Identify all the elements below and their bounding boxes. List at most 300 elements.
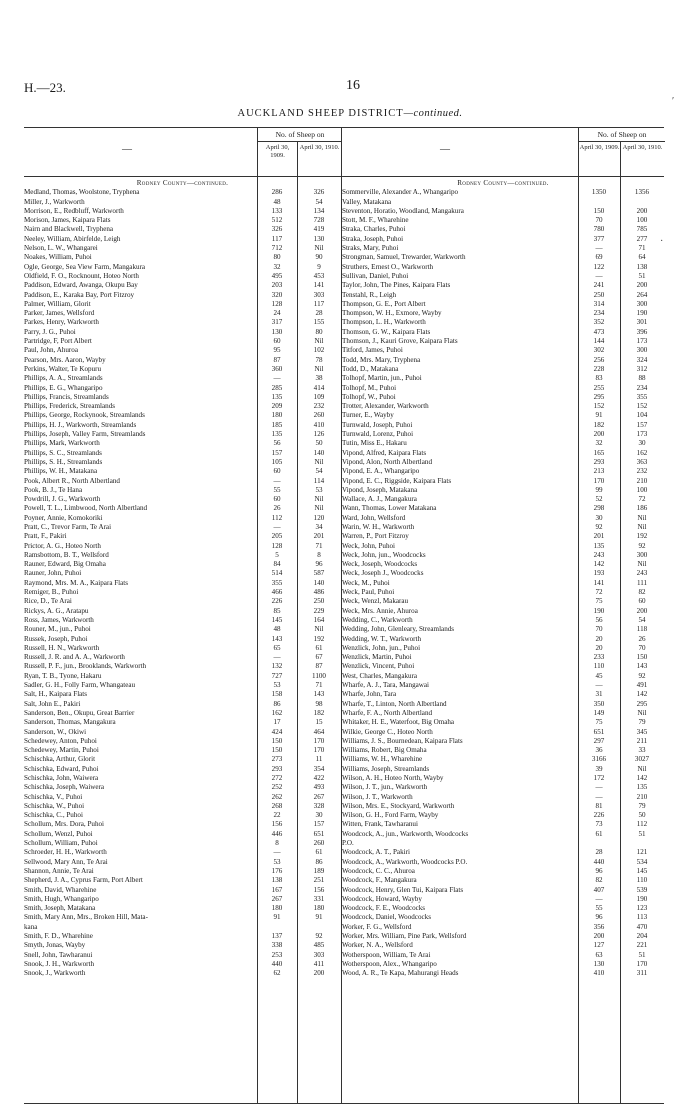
owner-name: Ramsbottom, B. T., Wellsford <box>24 550 109 559</box>
table-row <box>24 514 341 523</box>
table-row <box>342 421 664 430</box>
owner-name: Tolhopf, W., Puhoi <box>342 392 396 401</box>
sheep-count-1909: 512 <box>271 216 283 225</box>
sheep-count-1910: 210 <box>636 476 648 485</box>
sheep-count-1910: 419 <box>313 225 325 234</box>
sheep-count-1910: 173 <box>636 337 648 346</box>
sheep-count-1910: 295 <box>636 699 648 708</box>
sheep-count-1910: 355 <box>636 392 648 401</box>
sheep-count-1909: 92 <box>595 522 603 531</box>
sheep-count-1910: 587 <box>313 569 325 578</box>
owner-name: Russell, H. N., Warkworth <box>24 643 100 652</box>
owner-name: P.O. <box>342 839 354 848</box>
sheep-count-1909: 70 <box>595 625 603 634</box>
sheep-count-1910: 102 <box>313 346 325 355</box>
sheep-count-1910: 651 <box>313 829 325 838</box>
owner-name: Sanderson, Thomas, Mangakura <box>24 718 116 727</box>
sheep-count-1909: 285 <box>271 383 283 392</box>
table-row <box>342 644 664 653</box>
table-row <box>24 411 341 420</box>
table-row <box>24 802 341 811</box>
sheep-count-1910: Nil <box>314 625 324 634</box>
owner-name: Schollum, Mrs. Dora, Puhoi <box>24 820 105 829</box>
sheep-count-1909: 110 <box>593 662 605 671</box>
sheep-count-1910: 300 <box>636 346 648 355</box>
table-row <box>24 755 341 764</box>
sheep-count-1910: 180 <box>313 904 325 913</box>
table-row <box>24 384 341 393</box>
sheep-count-1909: 203 <box>271 281 283 290</box>
sheep-count-1910: 79 <box>638 718 646 727</box>
sheep-count-1909: 48 <box>273 197 281 206</box>
table-row <box>24 216 341 225</box>
sheep-count-1909: 75 <box>595 718 603 727</box>
table-row <box>24 858 341 867</box>
table-row <box>24 569 341 578</box>
sheep-count-1910: 134 <box>313 206 325 215</box>
owner-name: Neeley, William, Abirfelde, Leigh <box>24 234 121 243</box>
table-row <box>24 681 341 690</box>
sheep-count-1909: 26 <box>273 504 281 513</box>
table-row <box>24 225 341 234</box>
title-continued: —continued. <box>403 108 463 119</box>
sheep-count-1909: 255 <box>593 383 605 392</box>
sheep-count-1909: 424 <box>271 727 283 736</box>
sheep-count-1909: 213 <box>593 467 605 476</box>
sheep-count-1909: 75 <box>595 597 603 606</box>
sheep-count-1910: 80 <box>315 327 323 336</box>
sheep-count-1909: 256 <box>593 355 605 364</box>
owner-name: Thompson, L. H., Warkworth <box>342 318 426 327</box>
owner-name: Weck, Mrs. Annie, Ahuroa <box>342 606 418 615</box>
sheep-count-1910: 9 <box>317 262 321 271</box>
sheep-count-1909: 55 <box>273 485 281 494</box>
sheep-count-1909: 356 <box>593 922 605 931</box>
sheep-count-1910: 87 <box>315 662 323 671</box>
owner-name: Morrison, E., Redbluff, Warkworth <box>24 206 124 215</box>
table-row <box>24 402 341 411</box>
table-row <box>24 560 341 569</box>
owner-name: Thompson, G. E., Port Albert <box>342 299 426 308</box>
table-row <box>342 560 664 569</box>
left-rows <box>24 179 341 979</box>
table-row <box>24 839 341 848</box>
sheep-count-1910: 64 <box>638 253 646 262</box>
sheep-count-1909: — <box>595 244 603 253</box>
sheep-count-1909: — <box>595 271 603 280</box>
sheep-count-1910: 1100 <box>312 671 326 680</box>
table-row <box>342 895 664 904</box>
table-row <box>24 737 341 746</box>
sheep-count-1910: 221 <box>636 941 648 950</box>
owner-name: Wedding, C., Warkworth <box>342 615 413 624</box>
sheep-count-1910: 121 <box>636 848 648 857</box>
table-row <box>342 244 664 253</box>
sheep-count-1909: 53 <box>273 681 281 690</box>
sheep-count-1910: 303 <box>313 290 325 299</box>
sheep-count-1909: 233 <box>593 653 605 662</box>
sheep-count-1909: 201 <box>593 532 605 541</box>
table-row <box>24 728 341 737</box>
owner-name: Phillips, E. G., Whangaripo <box>24 383 103 392</box>
sheep-count-1909: 176 <box>271 866 283 875</box>
sheep-count-1909: 727 <box>271 671 283 680</box>
table-row <box>24 588 341 597</box>
table-row <box>342 523 664 532</box>
sheep-count-1910: 51 <box>638 950 646 959</box>
sheep-count-1909: 52 <box>595 495 603 504</box>
owner-name: Wharfe, A. J., Tara, Mangawai <box>342 681 430 690</box>
sheep-count-1909: 162 <box>271 708 283 717</box>
sheep-count-1910: 54 <box>638 615 646 624</box>
table-row <box>342 625 664 634</box>
sheep-count-1910: 539 <box>636 885 648 894</box>
table-row <box>342 569 664 578</box>
table-row <box>342 346 664 355</box>
sheep-count-1910: 50 <box>638 811 646 820</box>
table-row <box>24 467 341 476</box>
sheep-count-1909: 150 <box>593 206 605 215</box>
sheep-count-1910: 311 <box>636 969 648 978</box>
sheep-count-1910: 71 <box>638 244 646 253</box>
sheep-count-1909: 352 <box>593 318 605 327</box>
sheep-count-1910: 142 <box>636 690 648 699</box>
table-row <box>342 839 664 848</box>
sheep-count-1909: 149 <box>593 708 605 717</box>
sheep-count-1910: 120 <box>313 513 325 522</box>
owner-name: Snook, J., Warkworth <box>24 969 86 978</box>
sheep-count-1909: 60 <box>273 467 281 476</box>
sheep-count-1910: 354 <box>313 764 325 773</box>
sheep-count-1909: 440 <box>593 857 605 866</box>
owner-name: Rickys, A. G., Aratapu <box>24 606 89 615</box>
sheep-count-1910: 79 <box>638 801 646 810</box>
sheep-count-1909: 167 <box>271 885 283 894</box>
sheep-count-1909: 105 <box>271 457 283 466</box>
table-row <box>342 718 664 727</box>
owner-name: Snell, John, Tawharanui <box>24 950 93 959</box>
table-row <box>342 467 664 476</box>
year-1909-header: April 30, 1909. <box>578 142 620 176</box>
sheep-count-1909: 135 <box>271 392 283 401</box>
sheep-count-1910: Nil <box>314 337 324 346</box>
sheep-count-1909: 1350 <box>591 188 607 197</box>
owner-name: Remiger, B., Puhoi <box>24 588 79 597</box>
owner-name: Wotherspoon, William, Te Arai <box>342 950 431 959</box>
owner-name: Miller, J., Warkworth <box>24 197 85 206</box>
owner-name: Woodcock, A., jun., Warkworth, Woodcocks <box>342 829 469 838</box>
sheep-count-1909: 91 <box>273 913 281 922</box>
sheep-count-1909: 128 <box>271 541 283 550</box>
table-row <box>342 728 664 737</box>
owner-name: Medland, Thomas, Woolstone, Tryphena <box>24 188 140 197</box>
sheep-count-1909: 440 <box>271 959 283 968</box>
table-row <box>342 913 664 922</box>
table-row <box>342 309 664 318</box>
owner-name: Williams, J. S., Bournedean, Kaipara Flats <box>342 736 463 745</box>
table-row <box>24 848 341 857</box>
owner-name: Sanderson, Ben., Okupu, Great Barrier <box>24 708 135 717</box>
table-row <box>342 811 664 820</box>
sheep-count-1909: 144 <box>593 337 605 346</box>
table-row <box>342 495 664 504</box>
table-row <box>342 588 664 597</box>
table-row <box>24 904 341 913</box>
sheep-count-1910: 326 <box>313 188 325 197</box>
table-row <box>24 820 341 829</box>
owner-name: Russell, J. R. and A. A., Warkworth <box>24 653 125 662</box>
sheep-count-1909: 5 <box>275 550 279 559</box>
sheep-count-1909: 96 <box>595 913 603 922</box>
owner-name: Schedewey, Martin, Puhoi <box>24 746 99 755</box>
sheep-count-1909: 130 <box>593 959 605 968</box>
table-row <box>342 281 664 290</box>
sheep-count-1909: 190 <box>593 606 605 615</box>
sheep-count-1909: — <box>595 783 603 792</box>
owner-name: Sellwood, Mary Ann, Te Arai <box>24 857 108 866</box>
report-reference: H.—23. <box>24 80 66 95</box>
owner-name: Smith, Joseph, Matakana <box>24 904 96 913</box>
table-row <box>24 449 341 458</box>
sheep-count-1910: 303 <box>313 950 325 959</box>
owner-name: Woodcock, F., Mangakura <box>342 876 417 885</box>
sheep-count-1910: 61 <box>315 848 323 857</box>
title-main: AUCKLAND SHEEP DISTRICT <box>237 108 404 119</box>
table-row <box>24 272 341 281</box>
sheep-count-1910: 71 <box>315 541 323 550</box>
table-row <box>24 969 341 978</box>
sheep-count-1910: 78 <box>315 355 323 364</box>
sheep-count-1910: 396 <box>636 327 648 336</box>
table-row <box>24 188 341 197</box>
sheep-count-1909: — <box>595 792 603 801</box>
table-row <box>24 672 341 681</box>
table-row <box>342 291 664 300</box>
owner-name: Turnwald, Joseph, Puhoi <box>342 420 413 429</box>
table-row <box>342 216 664 225</box>
table-row <box>24 253 341 262</box>
margin-mark: · <box>660 236 664 247</box>
owner-name: Tolhopf, Martin, jun., Puhoi <box>342 374 422 383</box>
sheep-count-1910: 118 <box>636 625 648 634</box>
sheep-table <box>24 127 664 1104</box>
sheep-count-1909: 293 <box>271 764 283 773</box>
table-row <box>342 616 664 625</box>
sheep-count-1910: 98 <box>315 699 323 708</box>
table-row <box>24 635 341 644</box>
owner-name: Morison, James, Kaipara Flats <box>24 216 111 225</box>
sheep-count-1909: 473 <box>593 327 605 336</box>
owner-name: Straka, Joseph, Puhoi <box>342 234 404 243</box>
sheep-count-1909: 158 <box>271 690 283 699</box>
table-row <box>342 393 664 402</box>
sheep-count-1909: 91 <box>595 411 603 420</box>
sheep-count-1910: 785 <box>636 225 648 234</box>
sheep-count-1909: 60 <box>273 495 281 504</box>
owner-name: Salt, H., Kaipara Flats <box>24 690 88 699</box>
sheep-count-1909: — <box>273 476 281 485</box>
owner-name: Ward, John, Wellsford <box>342 513 406 522</box>
sheep-count-1910: 15 <box>315 718 323 727</box>
sheep-count-1909: 85 <box>273 606 281 615</box>
table-row <box>342 384 664 393</box>
table-row <box>342 300 664 309</box>
owner-name: Vipond, E. A., Whangaripo <box>342 467 420 476</box>
table-row <box>24 662 341 671</box>
table-row <box>24 346 341 355</box>
table-row <box>342 514 664 523</box>
sheep-count-1909: 193 <box>593 569 605 578</box>
table-row <box>24 941 341 950</box>
sheep-count-1910: 422 <box>313 774 325 782</box>
sheep-count-1909: 63 <box>595 950 603 959</box>
sheep-count-1910: 200 <box>636 206 648 215</box>
owner-name: Schroeder, H. H., Warkworth <box>24 848 107 857</box>
sheep-count-1910: 211 <box>636 736 648 745</box>
table-row <box>342 374 664 383</box>
owner-name: Wharfe, F. A., North Albertland <box>342 708 433 717</box>
table-row <box>342 635 664 644</box>
sheep-count-1910: 170 <box>636 959 648 968</box>
table-row <box>342 328 664 337</box>
owner-name: Wilson, A. H., Hoteo North, Wayby <box>342 774 444 782</box>
owner-name: Paddison, E., Karaka Bay, Port Fitzroy <box>24 290 135 299</box>
sheep-count-1910: Nil <box>637 764 647 773</box>
table-row <box>24 532 341 541</box>
sheep-count-1910: 145 <box>636 866 648 875</box>
table-row <box>342 672 664 681</box>
table-row <box>342 318 664 327</box>
sheep-count-1910: 34 <box>315 522 323 531</box>
table-row <box>342 532 664 541</box>
sheep-count-1910: 170 <box>313 746 325 755</box>
owner-name: Worker, F. G., Wellsford <box>342 922 412 931</box>
sheep-count-1910: 8 <box>317 550 321 559</box>
sheep-count-1910: 86 <box>315 857 323 866</box>
owner-name: Smith, F. D., Wharehine <box>24 932 93 941</box>
sheep-count-1910: 192 <box>313 634 325 643</box>
table-row <box>342 700 664 709</box>
owner-name: Wilkie, George C., Hoteo North <box>342 727 433 736</box>
table-row <box>342 886 664 895</box>
sheep-count-1910: 190 <box>636 309 648 318</box>
sheep-count-1909: 651 <box>593 727 605 736</box>
sheep-count-1909: 253 <box>271 950 283 959</box>
owner-name: Powdrill, J. G., Warkworth <box>24 495 101 504</box>
table-row <box>24 244 341 253</box>
table-row <box>24 579 341 588</box>
sheep-count-1909: 377 <box>593 234 605 243</box>
sheep-count-1909: 56 <box>273 439 281 448</box>
table-row <box>24 421 341 430</box>
owner-name: Phillips, Frederick, Streamlands <box>24 402 116 411</box>
table-row <box>24 746 341 755</box>
sheep-count-1909: 298 <box>593 504 605 513</box>
sheep-count-1910: 277 <box>636 234 648 243</box>
sheep-count-1909: 495 <box>271 271 283 280</box>
table-row <box>342 765 664 774</box>
owner-name: Sullivan, Daniel, Puhoi <box>342 271 409 280</box>
owner-name: Wenzlick, John, jun., Puhoi <box>342 643 421 652</box>
owner-name: Vipond, E. C., Riggside, Kaipara Flats <box>342 476 452 485</box>
owner-name: Woodcock, Henry, Glen Tui, Kaipara Flats <box>342 885 464 894</box>
table-row <box>24 607 341 616</box>
owner-name: Ryan, T. B., Tyone, Hakaru <box>24 671 102 680</box>
sheep-count-1909: 209 <box>271 402 283 411</box>
owner-name: Schollum, William, Puhoi <box>24 839 98 848</box>
sheep-count-1910: 54 <box>315 197 323 206</box>
owner-name: Thompson, W. H., Exmore, Wayby <box>342 309 442 318</box>
right-rows <box>342 179 664 979</box>
table-row <box>24 309 341 318</box>
owner-name: Sadler, G. H., Folly Farm, Whangateau <box>24 681 136 690</box>
owner-name: Wenzlick, Vincent, Puhoi <box>342 662 415 671</box>
owner-name: Phillips, S. C., Streamlands <box>24 448 102 457</box>
sheep-count-1909: 145 <box>271 615 283 624</box>
table-row <box>24 356 341 365</box>
sheep-count-1910: 61 <box>315 643 323 652</box>
sheep-count-1909: 156 <box>271 820 283 829</box>
sheep-count-1910: 534 <box>636 857 648 866</box>
sheep-count-1910: 464 <box>313 727 325 736</box>
table-row <box>342 951 664 960</box>
sheep-count-1909: 205 <box>271 532 283 541</box>
sheep-count-1910: 150 <box>636 653 648 662</box>
sheep-count-1910: 143 <box>636 662 648 671</box>
sheep-count-1910: Nil <box>637 708 647 717</box>
sheep-count-1909: 17 <box>273 718 281 727</box>
owner-name: Tutin, Miss E., Hakaru <box>342 439 407 448</box>
sheep-count-1909: 250 <box>593 290 605 299</box>
sheep-count-1910: Nil <box>314 457 324 466</box>
table-row <box>342 551 664 560</box>
sheep-count-1910: 324 <box>636 355 648 364</box>
sheep-count-1909: 268 <box>271 801 283 810</box>
sheep-count-1909: 86 <box>273 699 281 708</box>
owner-name: Ross, James, Warkworth <box>24 615 94 624</box>
sheep-count-1909: 80 <box>273 253 281 262</box>
owner-name: Rouner, M., jun., Puhoi <box>24 625 91 634</box>
table-row <box>342 681 664 690</box>
sheep-count-1909: 53 <box>273 857 281 866</box>
owner-name: Williams, W. H., Wharehine <box>342 755 423 764</box>
table-row <box>24 291 341 300</box>
owner-name: Williams, Robert, Big Omaha <box>342 746 427 755</box>
owner-name: Snook, J. H., Warkworth <box>24 959 95 968</box>
table-row <box>342 737 664 746</box>
table-row <box>342 504 664 513</box>
table-row <box>24 923 341 932</box>
sheep-count-1910: 100 <box>636 216 648 225</box>
sheep-count-1909: — <box>595 681 603 690</box>
table-row <box>24 300 341 309</box>
sheep-count-1909: 83 <box>595 374 603 383</box>
table-row <box>342 430 664 439</box>
table-row <box>24 263 341 272</box>
sheep-count-1910: 109 <box>313 392 325 401</box>
sheep-count-1910: 112 <box>636 820 648 829</box>
right-table-column <box>342 128 664 1103</box>
sheep-count-1910: 142 <box>636 774 648 782</box>
table-row <box>342 690 664 699</box>
owner-name: Wilson, J. T., jun., Warkworth <box>342 783 428 792</box>
sheep-count-1909: 295 <box>593 392 605 401</box>
table-row <box>24 318 341 327</box>
table-row <box>342 960 664 969</box>
sheep-count-1910: 229 <box>313 606 325 615</box>
table-row <box>24 811 341 820</box>
sheep-count-1910: Nil <box>314 364 324 373</box>
